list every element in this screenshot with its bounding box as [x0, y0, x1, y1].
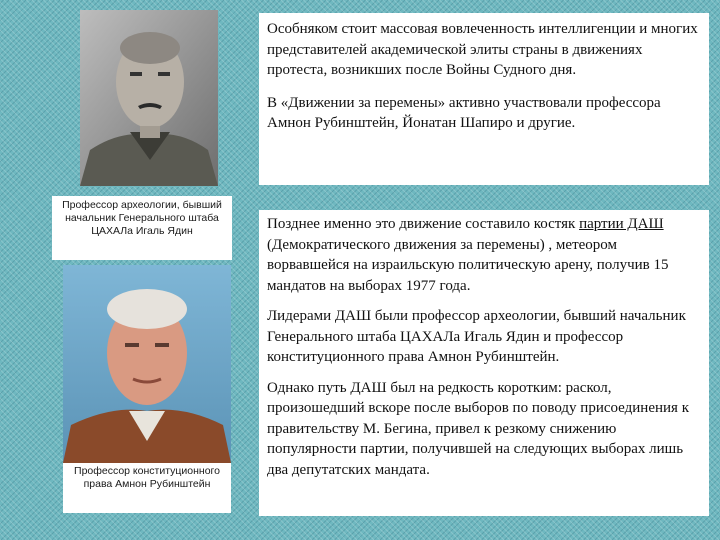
caption-rubinstein: Профессор конституционного права Амнон Рубинштейн — [63, 463, 231, 513]
text-block-top — [259, 13, 709, 185]
caption-yadin: Профессор археологии, бывший начальник Генерального штаба ЦАХАЛа Игаль Ядин — [52, 196, 232, 260]
dash-party-link[interactable]: партии ДАШ — [579, 216, 664, 232]
portrait-photo-rubinstein — [63, 265, 231, 463]
paragraph-dash-leaders: Лидерами ДАШ были профессор археологии, бывший начальник Генерального штаба ЦАХАЛа Игаль Ядин и профессор конституционного права Амнон Рубинштейн. — [267, 308, 686, 365]
text-block-bottom — [259, 210, 709, 516]
portrait-photo-yadin — [80, 10, 218, 186]
paragraph-intelligentsia: Особняком стоит массовая вовлеченность интеллигенции и многих представителей академической элиты страны в движениях протеста, возникших после Войны Судного дня. — [267, 21, 698, 78]
paragraph-movement: В «Движении за перемены» активно участвовали профессора Амнон Рубинштейн, Йонатан Шапиро и другие. — [267, 94, 661, 131]
paragraph-dash-formation: Позднее именно это движение составило костяк партии ДАШ (Демократического движения за перемены) , метеором ворвавшейся на израильскую политическую арену, получив 15 мандатов на выборах 1977 года. — [267, 216, 669, 294]
paragraph-dash-split: Однако путь ДАШ был на редкость коротким: раскол, произошедший вскоре после выборов по поводу присоединения к правительству М. Бегина, привел к резкому снижению популярности партии, получившей на следующих выборах лишь два депутатских мандата. — [267, 379, 689, 478]
